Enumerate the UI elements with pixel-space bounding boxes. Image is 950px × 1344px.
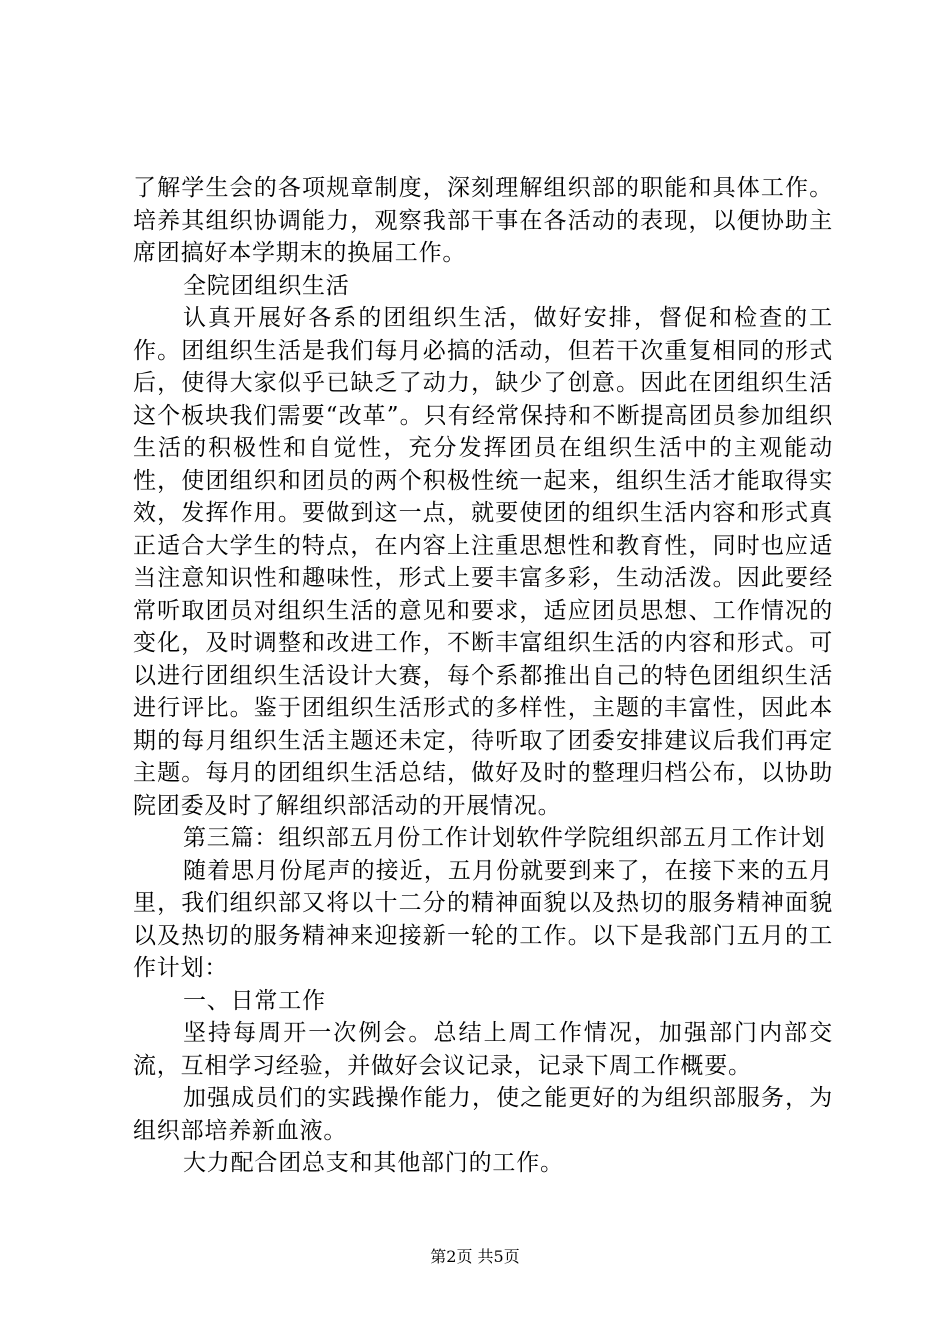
section-heading-league-life: 全院团组织生活 — [183, 272, 350, 299]
paragraph-cooperation: 大力配合团总支和其他部门的工作。 — [183, 1150, 564, 1176]
page-footer — [0, 1247, 950, 1267]
paragraph-practice-ability: 加强成员们的实践操作能力，使之能更好的为组织部服务，为组织部培养新血液。 — [133, 1085, 833, 1144]
section-heading-daily-work: 一、日常工作 — [183, 987, 326, 1014]
paragraph-weekly-meeting: 坚持每周开一次例会。总结上周工作情况，加强部门内部交流，互相学习经验，并做好会议记录，记录下周工作概要。 — [133, 1020, 833, 1079]
paragraph-league-life: 认真开展好各系的团组织生活，做好安排，督促和检查的工作。团组织生活是我们每月必搞的活动，但若干次重复相同的形式后，使得大家似乎已缺乏了动力，缺少了创意。因此在团组织生活这个板块我们需要“改革”。只有经常保持和不断提高团员参加组织生活的积极性和自觉性，充分发挥团员在组织生活中的主观能动性，使团组织和团员的两个积极性统一起来，组织生活才能取得实效，发挥作用。要做到这一点，就要使团的组织生活内容和形式真正适合大学生的特点，在内容上注重思想性和教育性，同时也应适当注意知识性和趣味性，形式上要丰富多彩，生动活泼。因此要经常听取团员对组织生活的意见和要求，适应团员思想、工作情况的变化，及时调整和改进工作，不断丰富组织生活的内容和形式。可以进行团组织生活设计大赛，每个系都推出自己的特色团组织生活进行评比。鉴于团组织生活形式的多样性，主题的丰富性，因此本期的每月组织生活主题还未定，待听取了团委安排建议后我们再定主题。每月的团组织生活总结，做好及时的整理归档公布，以协助院团委及时了解组织部活动的开展情况。 — [133, 305, 833, 819]
paragraph-intro: 了解学生会的各项规章制度，深刻理解组织部的职能和具体工作。培养其组织协调能力，观察我部干事在各活动的表现，以便协助主席团搞好本学期末的换届工作。 — [133, 175, 833, 266]
page-number: 第2页 共5页 — [430, 1247, 520, 1266]
paragraph-may-intro: 随着思月份尾声的接近，五月份就要到来了，在接下来的五月里，我们组织部又将以十二分的精神面貌以及热切的服务精神面貌以及热切的服务精神来迎接新一轮的工作。以下是我部门五月的工作计划： — [133, 857, 833, 981]
chapter-title: 第三篇：组织部五月份工作计划软件学院组织部五月工作计划 — [183, 825, 826, 851]
document-body — [133, 172, 833, 1180]
